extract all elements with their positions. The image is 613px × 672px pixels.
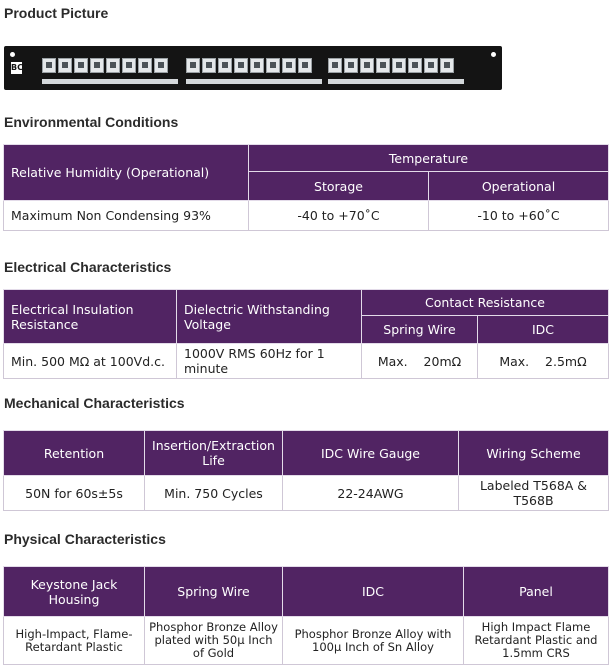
rj45-port-icon: [376, 58, 390, 73]
environmental-heading: Environmental Conditions: [4, 114, 179, 130]
insertion-life-header: Insertion/Extraction Life: [145, 431, 283, 476]
mechanical-table: [3, 430, 609, 511]
rj45-port-icon: [328, 58, 342, 73]
idc-value: Max. 2.5mΩ: [478, 344, 609, 379]
brand-logo: BC: [11, 63, 23, 72]
electrical-table: [3, 289, 609, 379]
label-strip: [328, 79, 464, 84]
operational-value: -10 to +60˚C: [429, 201, 609, 231]
rj45-port-icon: [408, 58, 422, 73]
temperature-header: Temperature: [249, 145, 609, 172]
rj45-port-icon: [440, 58, 454, 73]
housing-value: High-Impact, Flame-Retardant Plastic: [4, 617, 145, 665]
rj45-port-icon: [106, 58, 120, 73]
insulation-value: Min. 500 MΩ at 100Vd.c.: [4, 344, 177, 379]
dielectric-header: Dielectric Withstanding Voltage: [177, 290, 362, 344]
physical-table: [3, 566, 609, 665]
label-strip: [42, 79, 178, 84]
rj45-port-icon: [360, 58, 374, 73]
dielectric-value: 1000V RMS 60Hz for 1 minute: [177, 344, 362, 379]
mounting-hole-icon: [10, 52, 15, 57]
rj45-port-icon: [250, 58, 264, 73]
contact-resistance-header: Contact Resistance: [362, 290, 609, 316]
label-strip: [186, 79, 322, 84]
spring-wire-header: Spring Wire: [362, 316, 478, 344]
retention-header: Retention: [4, 431, 145, 476]
storage-value: -40 to +70˚C: [249, 201, 429, 231]
panel-value: High Impact Flame Retardant Plastic and 1.5mm CRS: [464, 617, 609, 665]
housing-header: Keystone Jack Housing: [4, 567, 145, 617]
rj45-port-icon: [74, 58, 88, 73]
rj45-port-icon: [424, 58, 438, 73]
rj45-port-icon: [90, 58, 104, 73]
physical-spring-wire-value: Phosphor Bronze Alloy plated with 50μ Inch of Gold: [145, 617, 283, 665]
physical-idc-header: IDC: [283, 567, 464, 617]
rj45-port-icon: [58, 58, 72, 73]
wire-gauge-value: 22-24AWG: [283, 476, 459, 511]
spring-wire-value: Max. 20mΩ: [362, 344, 478, 379]
rj45-port-icon: [218, 58, 232, 73]
rj45-port-icon: [186, 58, 200, 73]
humidity-header: Relative Humidity (Operational): [4, 145, 249, 201]
electrical-heading: Electrical Characteristics: [4, 259, 172, 275]
operational-header: Operational: [429, 172, 609, 201]
rj45-port-icon: [344, 58, 358, 73]
rj45-port-icon: [154, 58, 168, 73]
rj45-port-icon: [266, 58, 280, 73]
mechanical-heading: Mechanical Characteristics: [4, 395, 185, 411]
rj45-port-icon: [298, 58, 312, 73]
product-picture-heading: Product Picture: [4, 5, 109, 21]
wiring-scheme-value: Labeled T568A & T568B: [459, 476, 609, 511]
panel-header: Panel: [464, 567, 609, 617]
rj45-port-icon: [138, 58, 152, 73]
rj45-port-icon: [202, 58, 216, 73]
physical-spring-wire-header: Spring Wire: [145, 567, 283, 617]
retention-value: 50N for 60s±5s: [4, 476, 145, 511]
idc-header: IDC: [478, 316, 609, 344]
rj45-port-icon: [234, 58, 248, 73]
insulation-header: Electrical Insulation Resistance: [4, 290, 177, 344]
physical-idc-value: Phosphor Bronze Alloy with 100μ Inch of Sn Alloy: [283, 617, 464, 665]
wire-gauge-header: IDC Wire Gauge: [283, 431, 459, 476]
rj45-port-icon: [122, 58, 136, 73]
rj45-port-icon: [42, 58, 56, 73]
wiring-scheme-header: Wiring Scheme: [459, 431, 609, 476]
patch-panel-image: [4, 46, 502, 90]
rj45-port-icon: [282, 58, 296, 73]
rj45-port-icon: [392, 58, 406, 73]
environmental-table: [3, 144, 609, 231]
physical-heading: Physical Characteristics: [4, 531, 166, 547]
insertion-life-value: Min. 750 Cycles: [145, 476, 283, 511]
mounting-hole-icon: [491, 52, 496, 57]
storage-header: Storage: [249, 172, 429, 201]
humidity-value: Maximum Non Condensing 93%: [4, 201, 249, 231]
